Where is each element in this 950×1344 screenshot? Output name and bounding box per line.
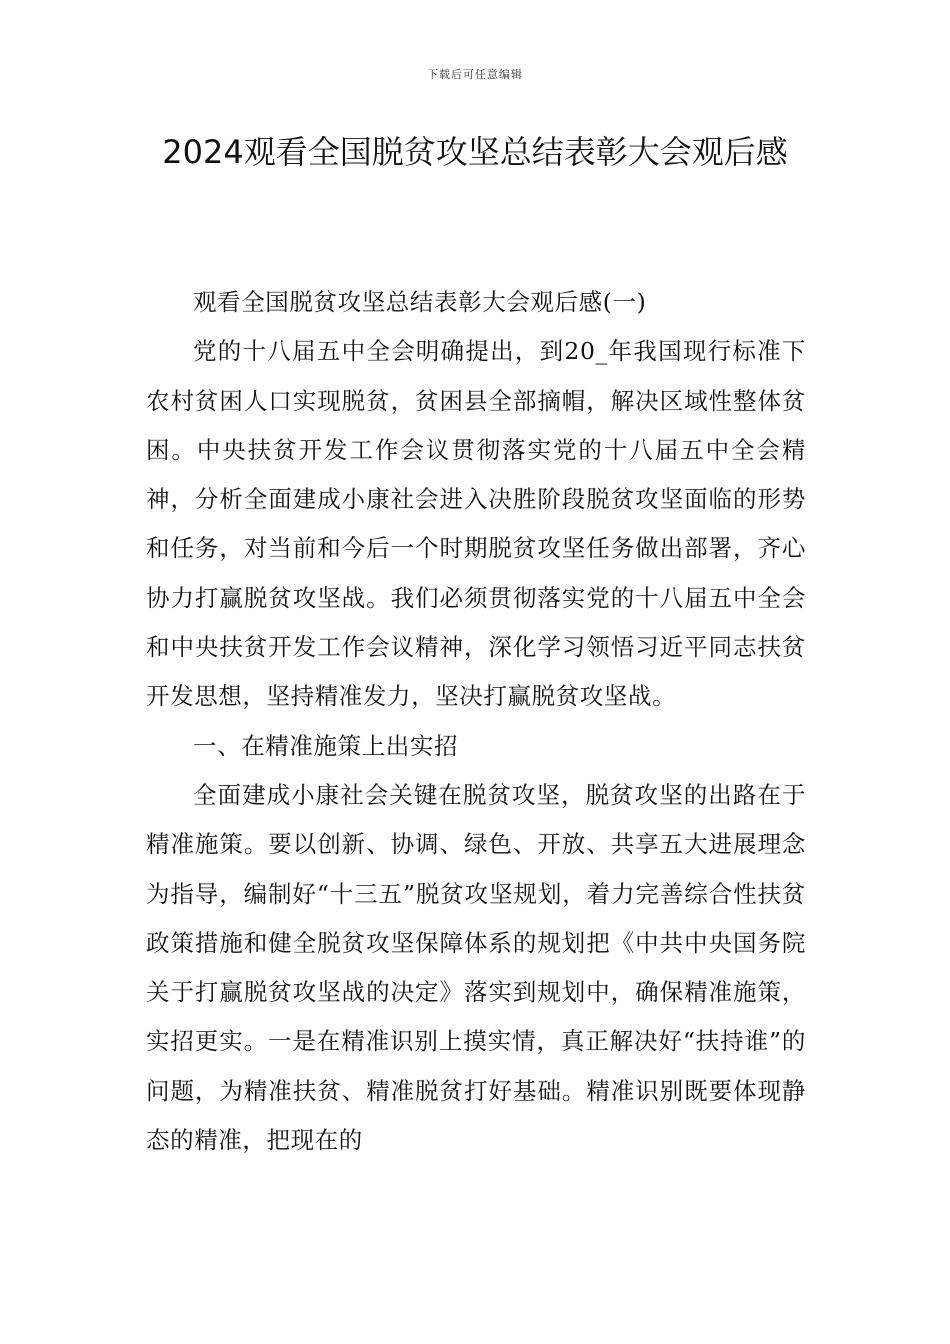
body-paragraph: 党的十八届五中全会明确提出，到20_年我国现行标准下农村贫困人口实现脱贫，贫困县全部摘帽，解决区域性整体贫困。中央扶贫开发工作会议贯彻落实党的十八届五中全会精神，分析全面建成小康社会进入决胜阶段脱贫攻坚面临的形势和任务，对当前和今后一个时期脱贫攻坚任务做出部署，齐心协力打赢脱贫攻坚战。我们必须贯彻落实党的十八届五中全会和中央扶贫开发工作会议精神，深化学习领悟习近平同志扶贫开发思想，坚持精准发力，坚决打赢脱贫攻坚战。 bbox=[146, 337, 806, 711]
document-body bbox=[146, 278, 806, 1165]
document-title: 2024观看全国脱贫攻坚总结表彰大会观后感 bbox=[162, 133, 788, 171]
body-paragraph: 全面建成小康社会关键在脱贫攻坚，脱贫攻坚的出路在于精准施策。要以创新、协调、绿色、开放、共享五大进展理念为指导，编制好“十三五”脱贫攻坚规划，着力完善综合性扶贫政策措施和健全脱贫攻坚保障体系的规划把《中共中央国务院关于打赢脱贫攻坚战的决定》落实到规划中，确保精准施策，实招更实。一是在精准识别上摸实情，真正解决好“扶持谁”的问题，为精准扶贫、精准脱贫打好基础。精准识别既要体现静态的精准，把现在的 bbox=[146, 780, 806, 1155]
subsection-heading: 一、在精准施策上出实招 bbox=[193, 731, 459, 760]
section-heading: 观看全国脱贫攻坚总结表彰大会观后感(一) bbox=[193, 288, 647, 316]
header-note: 下载后可任意编辑 bbox=[427, 68, 523, 81]
